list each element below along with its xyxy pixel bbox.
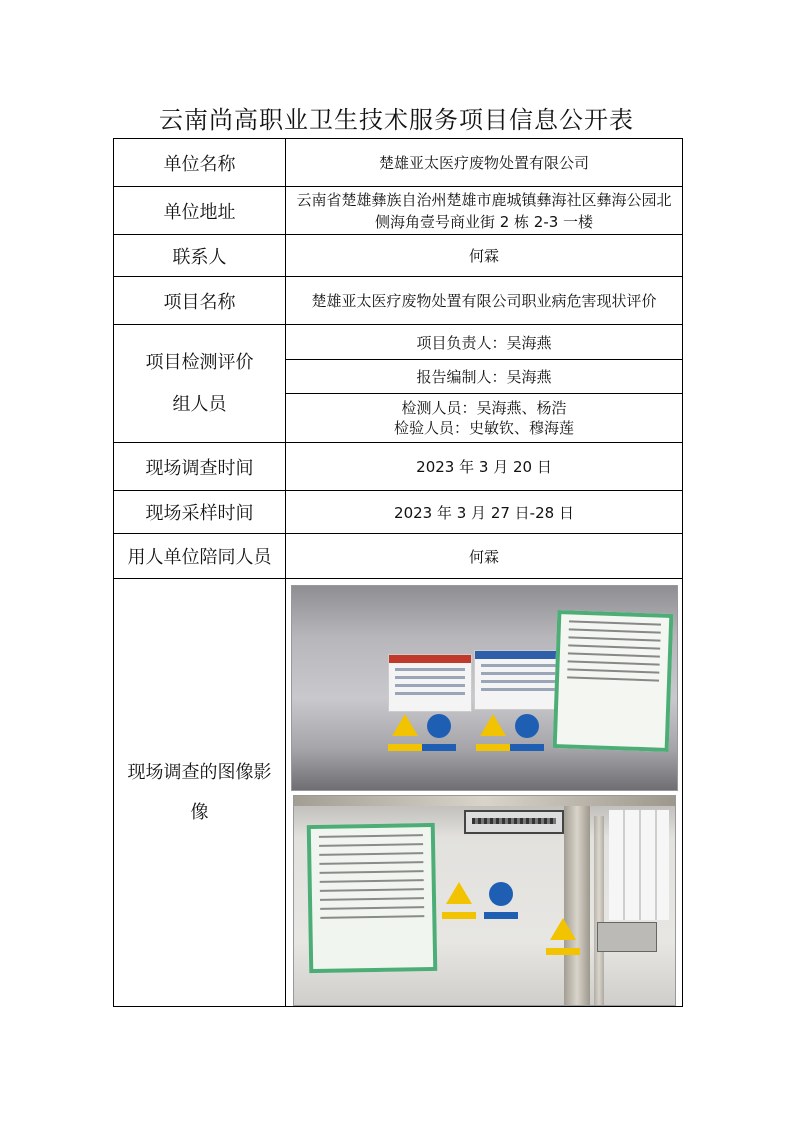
warning-sign-icon <box>478 712 508 742</box>
testers: 检测人员：吴海燕、杨浩 <box>401 399 567 417</box>
board-line <box>319 852 423 856</box>
table-row <box>114 325 683 360</box>
vertical-pipe <box>594 816 604 1005</box>
report-writer: 报告编制人：吴海燕 <box>286 360 683 394</box>
table-row <box>114 277 683 325</box>
team-label <box>114 325 286 443</box>
electrical-box <box>597 922 657 952</box>
protection-sign-icon <box>486 880 516 910</box>
site-photo-2 <box>293 795 676 1006</box>
images-cell <box>286 579 683 1007</box>
company-name-label: 单位名称 <box>114 139 286 187</box>
escort-label: 用人单位陪同人员 <box>114 534 286 579</box>
board-line <box>567 668 659 673</box>
protection-sign-icon <box>424 712 454 742</box>
contact-value: 何霖 <box>286 235 683 277</box>
vertical-pipe <box>564 806 590 1005</box>
notice-board <box>552 610 673 752</box>
team-label-line1: 项目检测评价 <box>145 351 254 373</box>
uv-lamp <box>464 810 564 834</box>
board-line <box>319 870 423 874</box>
project-name-value: 楚雄亚太医疗废物处置有限公司职业病危害现状评价 <box>286 277 683 325</box>
window <box>609 810 669 920</box>
inspectors: 检验人员：史敏钦、穆海莲 <box>393 419 574 437</box>
warning-notice-sheet <box>388 654 472 712</box>
table-row <box>114 187 683 235</box>
table-row <box>114 443 683 491</box>
company-address-value: 云南省楚雄彝族自治州楚雄市鹿城镇彝海社区彝海公园北侧海角壹号商业街 2 栋 2-3 一楼 <box>286 187 683 235</box>
images-label-line2: 像 <box>190 801 209 823</box>
sheet-header <box>475 651 567 659</box>
sheet-line <box>481 688 561 691</box>
images-label-line1: 现场调查的图像影 <box>127 761 272 783</box>
table-row <box>114 139 683 187</box>
sheet-line <box>481 664 561 667</box>
sheet-line <box>395 668 465 671</box>
table-row <box>114 579 683 1007</box>
table-row <box>114 491 683 534</box>
board-line <box>319 888 423 892</box>
board-line <box>319 861 423 865</box>
board-line <box>319 879 423 883</box>
board-line <box>567 660 659 665</box>
board-line <box>568 644 660 649</box>
info-table <box>113 138 683 1007</box>
board-line <box>318 834 422 838</box>
survey-time-value: 2023 年 3 月 20 日 <box>286 443 683 491</box>
contact-label: 联系人 <box>114 235 286 277</box>
company-name-value: 楚雄亚太医疗废物处置有限公司 <box>286 139 683 187</box>
escort-value: 何霖 <box>286 534 683 579</box>
project-name-label: 项目名称 <box>114 277 286 325</box>
team-label-line2: 组人员 <box>172 393 227 415</box>
board-line <box>567 652 659 657</box>
testers-inspectors <box>286 394 683 443</box>
board-line <box>319 843 423 847</box>
page-title: 云南尚高职业卫生技术服务项目信息公开表 <box>159 106 634 134</box>
sheet-header <box>389 655 471 663</box>
ceiling-pipe <box>294 796 675 806</box>
board-line <box>568 628 660 633</box>
company-address-label: 单位地址 <box>114 187 286 235</box>
board-line <box>320 897 424 901</box>
sheet-line <box>395 684 465 687</box>
board-line <box>568 636 660 641</box>
table-row <box>114 235 683 277</box>
sheet-line <box>395 692 465 695</box>
images-label <box>114 579 286 1007</box>
protection-sign-icon <box>512 712 542 742</box>
sheet-line <box>481 680 561 683</box>
survey-time-label: 现场调查时间 <box>114 443 286 491</box>
board-line <box>320 906 424 910</box>
project-leader: 项目负责人：吴海燕 <box>286 325 683 360</box>
site-photo-1 <box>291 585 678 791</box>
board-line <box>320 915 424 919</box>
warning-sign-icon <box>444 880 474 910</box>
board-line <box>569 620 661 625</box>
sheet-line <box>395 676 465 679</box>
warning-sign-icon <box>390 712 420 742</box>
notice-board <box>306 823 437 973</box>
warning-sign-icon <box>548 916 578 946</box>
sampling-time-value: 2023 年 3 月 27 日-28 日 <box>286 491 683 534</box>
board-line <box>567 676 659 681</box>
table-row <box>114 534 683 579</box>
sampling-time-label: 现场采样时间 <box>114 491 286 534</box>
sheet-line <box>481 672 561 675</box>
